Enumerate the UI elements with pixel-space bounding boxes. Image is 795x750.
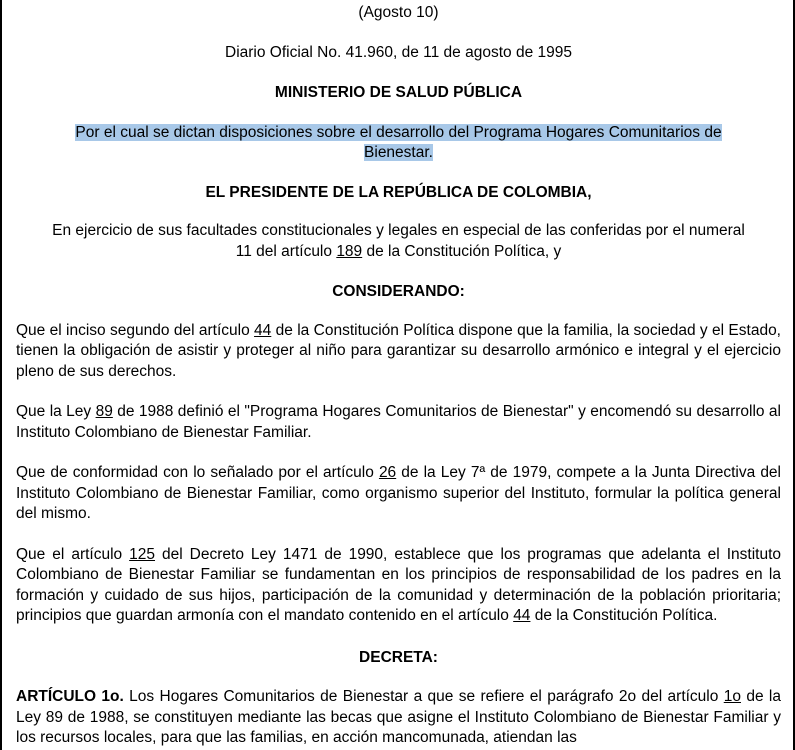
c3-text-start: Que de conformidad con lo señalado por el artículo <box>16 464 379 481</box>
decreta-heading: DECRETA: <box>359 648 438 666</box>
c1-text-start: Que el inciso segundo del artículo <box>16 321 255 339</box>
legal-basis-line-1: En ejercicio de sus facultades constitucionales y legales en especial de las conferidas por el numeral <box>52 222 745 239</box>
articulo-1-label: ARTÍCULO 1o. <box>16 688 124 705</box>
link-articulo-1o[interactable]: 1o <box>723 688 741 705</box>
link-articulo-26[interactable]: 26 <box>378 464 397 481</box>
president-heading: EL PRESIDENTE DE LA REPÚBLICA DE COLOMBIA, <box>205 183 592 201</box>
c2-text-start: Que la Ley <box>16 403 96 420</box>
document-content <box>16 0 781 749</box>
ministry-heading: MINISTERIO DE SALUD PÚBLICA <box>274 84 523 101</box>
considerando-paragraph-4 <box>16 545 781 627</box>
legal-basis-line-2-end: de la Constitución Política, y <box>362 242 562 260</box>
link-articulo-189[interactable]: 189 <box>336 242 363 260</box>
considerando-paragraph-1 <box>16 321 781 383</box>
decree-date: (Agosto 10) <box>358 4 439 21</box>
c2-text-end: de 1988 definió el "Programa Hogares Comunitarios de Bienestar" y encomendó su desarrollo al Instituto Colombiano de Bienestar Familiar. <box>16 403 781 441</box>
considerando-heading: CONSIDERANDO: <box>332 283 465 300</box>
articulo-1-text-start: Los Hogares Comunitarios de Bienestar a que se refiere el parágrafo 2o del artículo <box>123 688 724 705</box>
link-articulo-44-b[interactable]: 44 <box>513 607 531 624</box>
c4-text-end: de la Constitución Política. <box>530 607 718 624</box>
diario-oficial-line: Diario Oficial No. 41.960, de 11 de agosto de 1995 <box>225 43 572 61</box>
link-articulo-44[interactable]: 44 <box>254 321 272 339</box>
c1-text-end: de la Constitución Política dispone que la familia, la sociedad y el Estado, tienen la obligación de asistir y proteger al niño para garantizar su desarrollo armónico e integral y el ejercicio pleno de sus derechos. <box>16 321 781 380</box>
articulo-1-text-end: de la Ley 89 de 1988, se constituyen mediante las becas que asigne el Instituto Colombiano de Bienestar Familiar y los recursos locales, para que las familias, en acción mancomunada, atiendan las <box>16 688 781 746</box>
c3-text-end: de la Ley 7ª de 1979, compete a la Junta Directiva del Instituto Colombiano de Bienestar Familiar, como organismo superior del Instituto, formular la política general del mismo. <box>16 464 781 522</box>
articulo-1-paragraph <box>16 687 781 749</box>
c4-text-middle: del Decreto Ley 1471 de 1990, establece que los programas que adelanta el Instituto Colombiano de Bienestar Familiar se fundamentan en los principios de responsabilidad de los padres en la formación y cuidado de sus hijos, participación de la comunidad y determinación de la población prioritaria; principios que guardan armonía con el mandato contenido en el artículo <box>16 545 781 624</box>
considerando-paragraph-3 <box>16 463 781 525</box>
link-ley-89[interactable]: 89 <box>95 403 113 420</box>
c4-text-start: Que el artículo <box>16 545 130 563</box>
considerando-paragraph-2 <box>16 402 781 443</box>
link-articulo-125[interactable]: 125 <box>129 545 156 563</box>
legal-basis-line-2-start: 11 del artículo <box>235 242 337 260</box>
legal-basis-paragraph <box>16 221 781 262</box>
epigraph-line-2: Bienestar. <box>364 144 433 161</box>
epigraph-line-1: Por el cual se dictan disposiciones sobre el desarrollo del Programa Hogares Comunitarios de <box>75 123 722 141</box>
decree-epigraph <box>16 123 781 164</box>
